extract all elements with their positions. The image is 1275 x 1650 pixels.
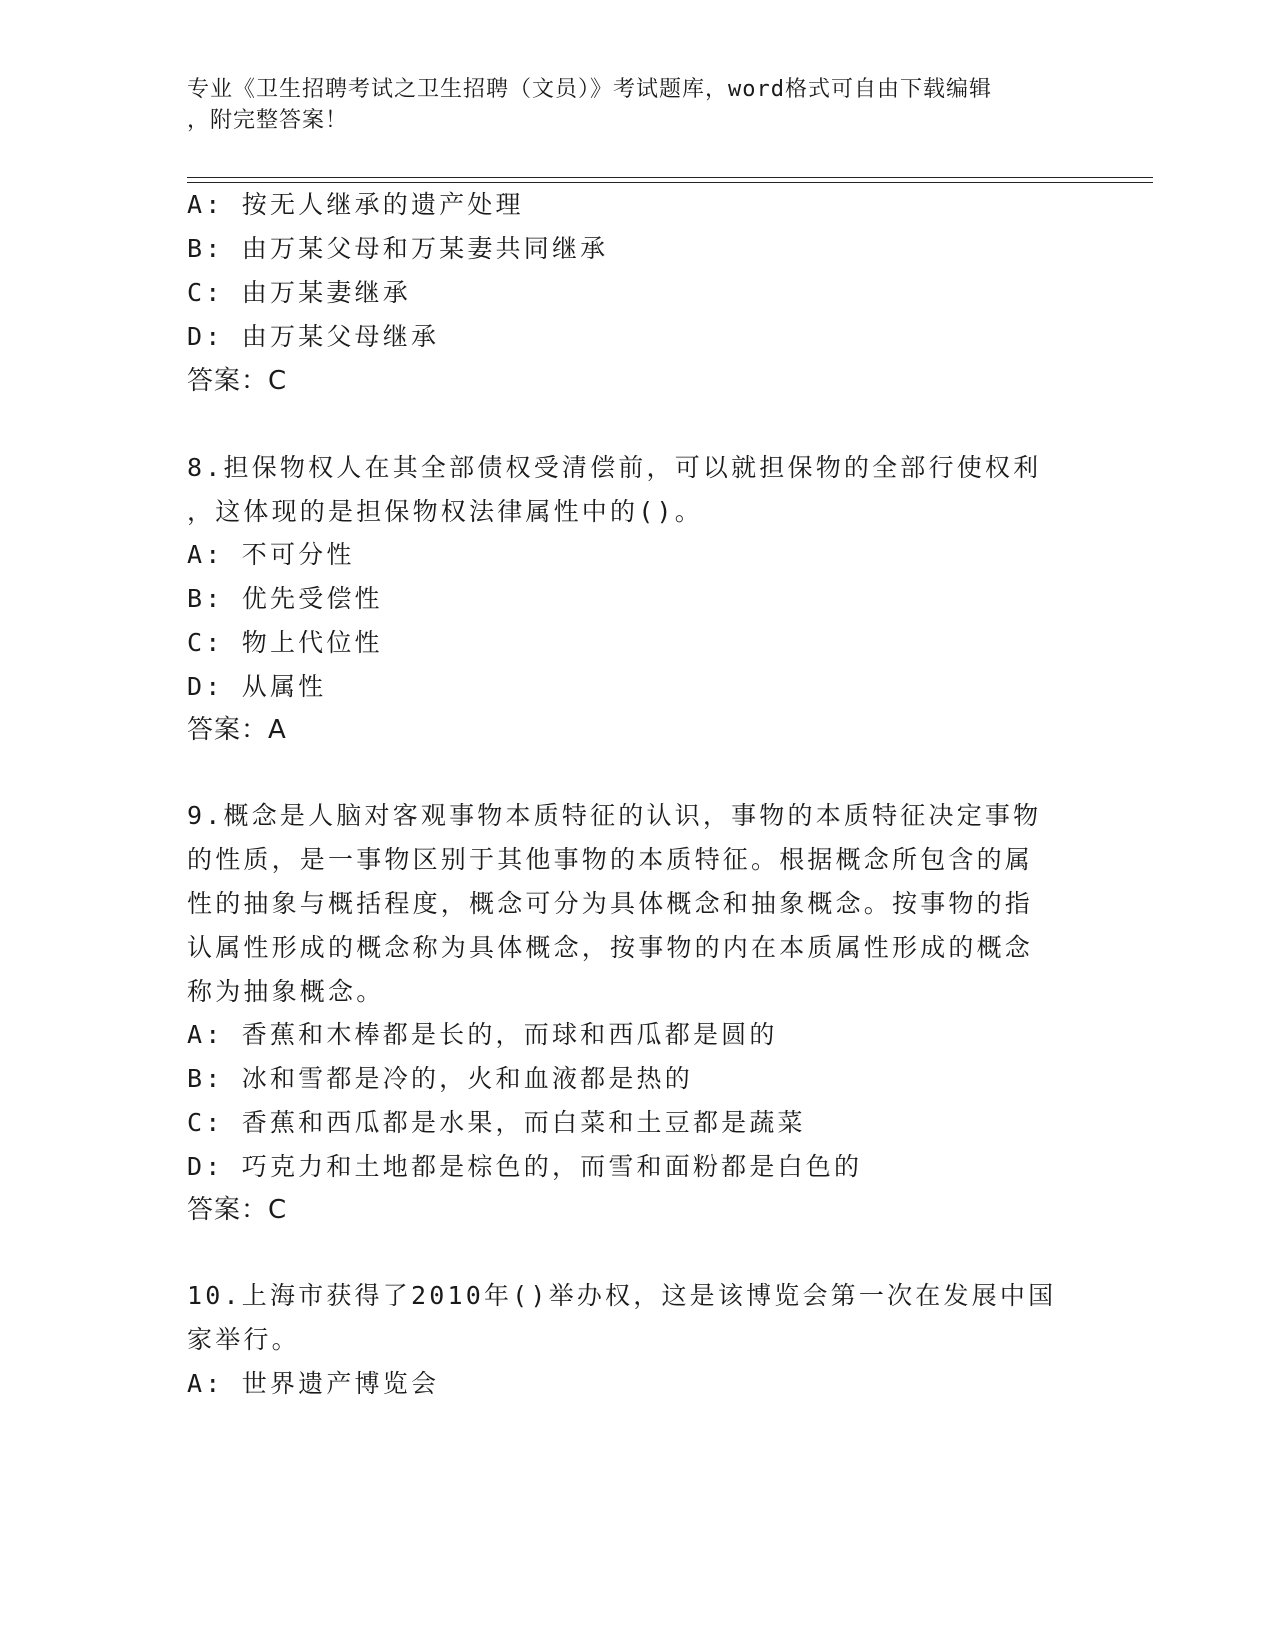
q8-option-d: D: 从属性	[187, 672, 327, 701]
header-title-line: 专业《卫生招聘考试之卫生招聘（文员）》考试题库，word格式可自由下载编辑	[187, 77, 992, 102]
q8-answer: 答案：A	[187, 715, 287, 745]
q8-option-b: B: 优先受偿性	[187, 584, 383, 613]
q10-stem-line-2: 家举行。	[187, 1325, 300, 1354]
q7-option-c: C: 由万某妻继承	[187, 278, 411, 307]
q8-option-c: C: 物上代位性	[187, 628, 383, 657]
q9-stem-line-5: 称为抽象概念。	[187, 977, 385, 1006]
q8-stem-line-1: 8.担保物权人在其全部债权受清偿前，可以就担保物的全部行使权利	[187, 453, 1042, 482]
q8-option-a: A: 不可分性	[187, 540, 355, 569]
q7-option-d: D: 由万某父母继承	[187, 322, 440, 351]
q9-option-d: D: 巧克力和土地都是棕色的，而雪和面粉都是白色的	[187, 1152, 863, 1181]
q9-option-a: A: 香蕉和木棒都是长的，而球和西瓜都是圆的	[187, 1020, 778, 1049]
header-divider-top	[187, 177, 1153, 178]
q9-stem-line-4: 认属性形成的概念称为具体概念，按事物的内在本质属性形成的概念	[187, 933, 1034, 962]
document-header	[187, 74, 1087, 136]
q9-answer: 答案：C	[187, 1195, 288, 1225]
q9-option-b: B: 冰和雪都是冷的，火和血液都是热的	[187, 1064, 693, 1093]
q7-answer: 答案：C	[187, 366, 288, 396]
q7-option-a: A: 按无人继承的遗产处理	[187, 190, 524, 219]
q9-option-c: C: 香蕉和西瓜都是水果，而白菜和土豆都是蔬菜	[187, 1108, 806, 1137]
header-divider-bottom	[187, 182, 1153, 183]
q10-option-a: A: 世界遗产博览会	[187, 1369, 440, 1398]
q7-option-b: B: 由万某父母和万某妻共同继承	[187, 234, 609, 263]
header-title-continuation: ，附完整答案！	[187, 108, 349, 133]
q8-stem-line-2: ，这体现的是担保物权法律属性中的()。	[187, 497, 703, 526]
q9-stem-line-1: 9.概念是人脑对客观事物本质特征的认识，事物的本质特征决定事物	[187, 801, 1042, 830]
q9-stem-line-3: 性的抽象与概括程度，概念可分为具体概念和抽象概念。按事物的指	[187, 889, 1034, 918]
q9-stem-line-2: 的性质，是一事物区别于其他事物的本质特征。根据概念所包含的属	[187, 845, 1034, 874]
q10-stem-line-1: 10.上海市获得了2010年()举办权，这是该博览会第一次在发展中国	[187, 1281, 1057, 1310]
